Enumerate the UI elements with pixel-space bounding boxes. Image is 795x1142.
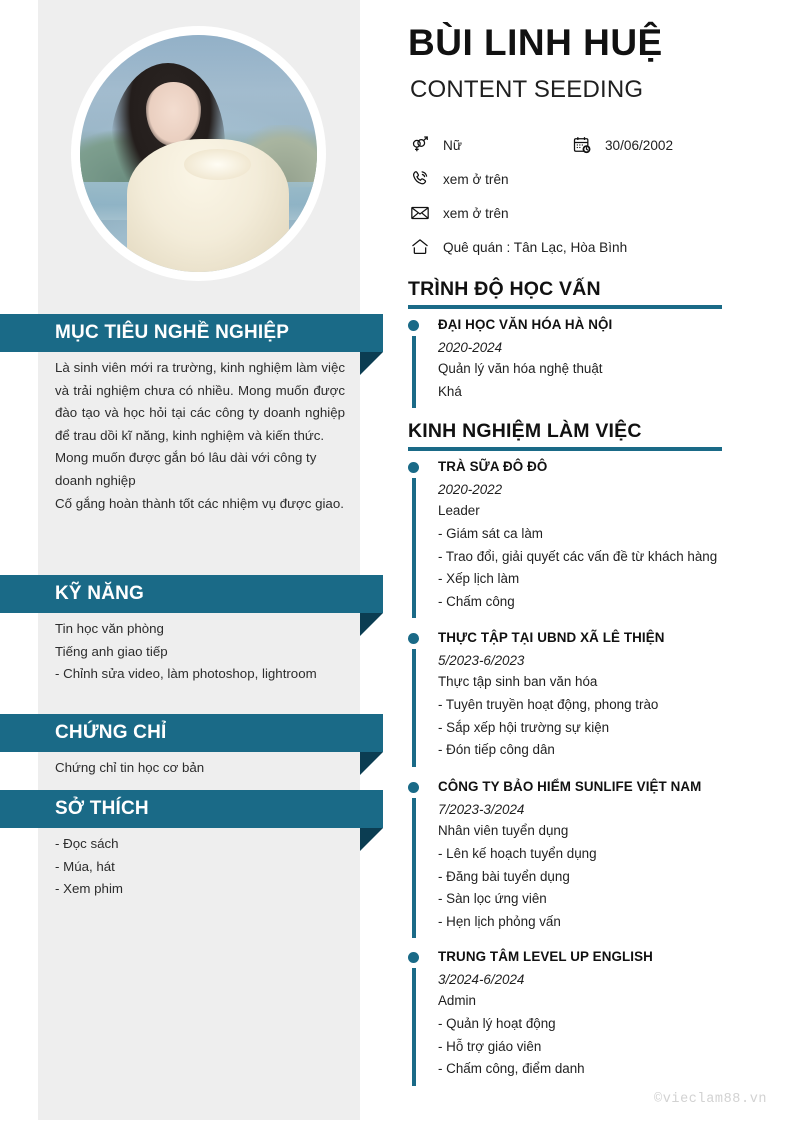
photo-ruffle [184,149,250,180]
experience-line: Admin [438,993,476,1008]
calendar-icon [572,135,592,155]
skill-item: Tin học văn phòng [55,621,164,636]
hobby-item: - Múa, hát [55,858,115,874]
education-line: Quản lý văn hóa nghệ thuật [438,361,603,376]
timeline-dot-icon [408,782,419,793]
section-title-education: TRÌNH ĐỘ HỌC VẤN [408,278,601,300]
experience-line: - Đăng bài tuyển dụng [438,868,570,884]
experience-date: 5/2023-6/2023 [438,653,525,668]
experience-line: - Giám sát ca làm [438,525,543,541]
timeline-dot-icon [408,462,419,473]
experience-name: CÔNG TY BẢO HIỂM SUNLIFE VIỆT NAM [438,779,702,794]
experience-date: 3/2024-6/2024 [438,972,525,987]
banner-certificates [0,714,383,752]
experience-entry [408,629,780,762]
contact-email[interactable] [410,203,509,223]
banner-hobbies [0,790,383,828]
phone-icon [410,169,430,189]
experience-line: - Sắp xếp hội trường sự kiện [438,719,610,735]
certificate-item: Chứng chỉ tin học cơ bản [55,760,205,775]
skills-body [55,618,345,686]
timeline-bar [412,798,416,938]
objective-body [55,357,345,515]
section-rule [408,447,722,451]
certificates-body [55,757,345,780]
ribbon-fold-skills [360,613,383,636]
hobbies-body [55,833,345,901]
section-header-education [408,278,722,309]
ribbon-fold-hobbies [360,828,383,851]
contact-dob-value: 30/06/2002 [605,137,674,153]
timeline-bar [412,649,416,767]
section-title-skills: KỸ NĂNG [55,583,145,604]
objective-paragraph-1: Là sinh viên mới ra trường, kinh nghiệm làm việc và trải nghiệm chưa có nhiều. Mong muốn được đào tạo và học hỏi tại các công ty doanh nghiệp để trau dồi kĩ năng, kinh nghiệm và kiến thức. [55,360,345,443]
skill-item: - Chỉnh sửa video, làm photoshop, lightroom [55,666,317,682]
education-line: Khá [438,383,462,399]
section-title-experience: KINH NGHIỆM LÀM VIỆC [408,420,642,442]
contact-hometown [410,237,627,257]
experience-line: - Hỗ trợ giáo viên [438,1038,542,1054]
timeline-bar [412,336,416,408]
contact-hometown-value: Quê quán : Tân Lạc, Hòa Bình [443,239,628,255]
experience-name: THỰC TẬP TẠI UBND XÃ LÊ THIỆN [438,630,665,645]
experience-line: - Trao đổi, giải quyết các vấn đề từ khách hàng [438,548,718,564]
timeline-dot-icon [408,633,419,644]
banner-objective [0,314,383,352]
experience-name: TRUNG TÂM LEVEL UP ENGLISH [438,949,653,964]
contact-dob [572,135,673,155]
hobby-item: - Xem phim [55,881,123,897]
hobby-item: - Đọc sách [55,836,119,851]
section-title-objective: MỤC TIÊU NGHỀ NGHIỆP [55,322,290,343]
section-header-experience [408,420,722,451]
contact-email-value: xem ở trên [443,205,509,221]
experience-date: 7/2023-3/2024 [438,802,525,817]
experience-line: Leader [438,503,480,518]
job-role: CONTENT SEEDING [410,76,644,103]
education-date: 2020-2024 [438,340,503,355]
contact-phone[interactable] [410,169,509,189]
watermark: ©vieclam88.vn [654,1092,768,1107]
experience-line: Nhân viên tuyển dụng [438,823,569,838]
experience-line: - Tuyên truyền hoạt động, phong trào [438,696,659,712]
avatar [71,26,326,281]
ribbon-fold-objective [360,352,383,375]
education-entry [408,316,780,404]
section-rule [408,305,722,309]
skill-item: Tiếng anh giao tiếp [55,643,168,659]
experience-entry [408,458,780,614]
experience-line: - Đón tiếp công dân [438,742,555,758]
experience-line: - Lên kế hoạch tuyển dụng [438,845,597,861]
experience-line: - Quản lý hoạt động [438,1015,556,1031]
ribbon-fold-certificates [360,752,383,775]
contact-gender [410,135,462,155]
experience-entry [408,778,780,934]
experience-line: - Xếp lịch làm [438,571,520,587]
contact-gender-value: Nữ [443,137,462,153]
contact-phone-value: xem ở trên [443,171,509,187]
experience-line: - Chấm công [438,594,515,610]
experience-line: - Sàn lọc ứng viên [438,891,547,907]
timeline-dot-icon [408,952,419,963]
experience-entry [408,948,780,1081]
experience-line: Thực tập sinh ban văn hóa [438,674,598,689]
timeline-bar [412,478,416,618]
objective-paragraph-2: Mong muốn được gắn bó lâu dài với công ty doanh nghiệp [55,450,317,488]
timeline-dot-icon [408,320,419,331]
banner-skills [0,575,383,613]
email-icon [410,203,430,223]
gender-icon [410,135,430,155]
experience-line: - Chấm công, điểm danh [438,1061,585,1077]
objective-paragraph-3: Cố gắng hoàn thành tốt các nhiệm vụ được giao. [55,495,344,511]
timeline-bar [412,968,416,1086]
education-name: ĐẠI HỌC VĂN HÓA HÀ NỘI [438,317,613,332]
experience-date: 2020-2022 [438,482,503,497]
home-icon [410,237,430,257]
experience-line: - Hẹn lịch phỏng vấn [438,914,561,930]
section-title-hobbies: SỞ THÍCH [55,798,149,819]
portrait-photo [80,35,317,272]
experience-name: TRÀ SỮA ĐÔ ĐÔ [438,459,548,474]
page-title: BÙI LINH HUỆ [408,22,663,63]
section-title-certificates: CHỨNG CHỈ [55,722,167,743]
